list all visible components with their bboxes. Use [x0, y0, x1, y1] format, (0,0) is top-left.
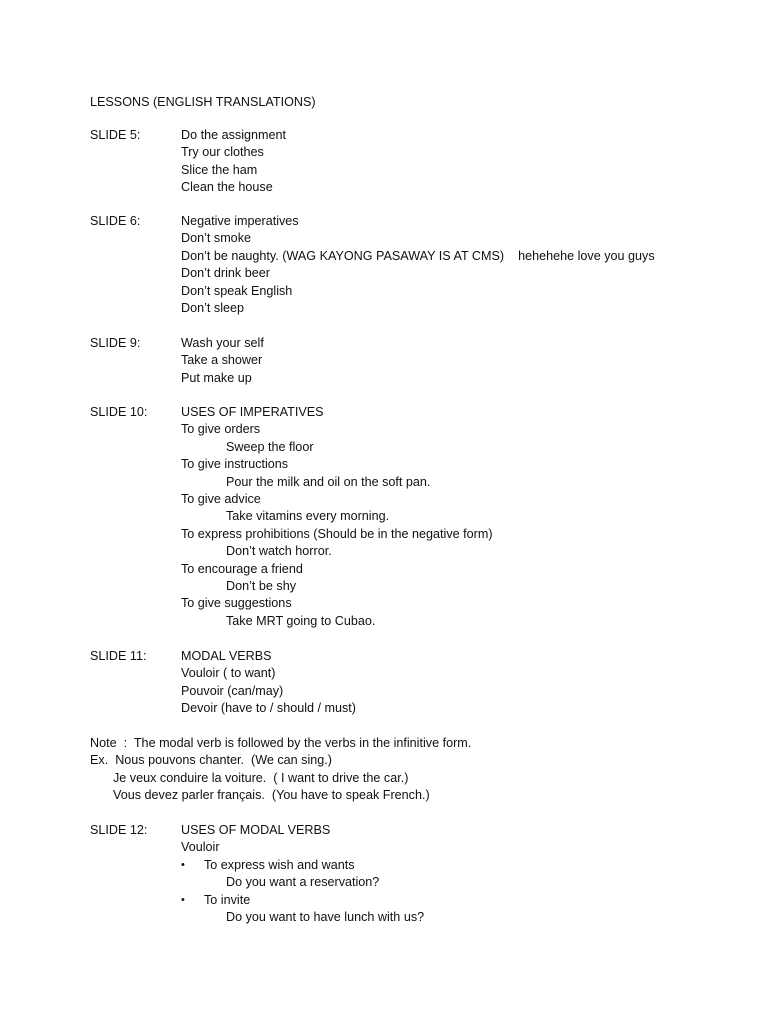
subheading: Vouloir [181, 840, 220, 855]
slide-label: SLIDE 11: [90, 649, 147, 663]
bullet-text: To express wish and wants [204, 857, 355, 872]
use-line: To give advice [181, 492, 261, 507]
slide-body [181, 213, 655, 317]
slide-line: Try our clothes [181, 145, 264, 160]
slide-line: MODAL VERBS [181, 649, 272, 663]
slide-body [181, 822, 424, 926]
slide-line: Devoir (have to / should / must) [181, 701, 356, 716]
slide-body [181, 335, 264, 387]
slide-body [181, 404, 493, 630]
slide-line: Don’t drink beer [181, 266, 270, 281]
use-line: To give instructions [181, 457, 289, 472]
section-heading: USES OF IMPERATIVES [181, 405, 324, 419]
example-line: Do you want to have lunch with us? [226, 910, 425, 925]
bullet-icon: • [181, 893, 185, 906]
section-heading: USES OF MODAL VERBS [181, 823, 331, 837]
slide-label: SLIDE 5: [90, 128, 141, 142]
use-line: To express prohibitions (Should be in the negative form) [181, 526, 493, 541]
use-line: To encourage a friend [181, 561, 303, 576]
note-line: Note : The modal verb is followed by the verbs in the infinitive form. [90, 736, 472, 750]
slide-label: SLIDE 9: [90, 336, 141, 350]
use-line: To give orders [181, 422, 261, 437]
slide-line: Slice the ham [181, 162, 258, 177]
example-line: Sweep the floor [226, 439, 314, 454]
slide-line: Wash your self [181, 336, 264, 350]
slide-line: Don’t smoke [181, 231, 251, 246]
document-title: LESSONS (ENGLISH TRANSLATIONS) [90, 95, 316, 109]
slide-label: SLIDE 10: [90, 405, 148, 419]
note-example-line: Vous devez parler français. (You have to speak French.) [113, 788, 430, 803]
example-line: Do you want a reservation? [226, 875, 380, 890]
bullet-item [181, 857, 424, 874]
slide-line: Clean the house [181, 180, 273, 195]
note-example-line: Je veux conduire la voiture. ( I want to drive the car.) [113, 770, 409, 785]
slide-body [181, 648, 356, 718]
use-line: To give suggestions [181, 596, 292, 611]
slide-line: Pouvoir (can/may) [181, 683, 284, 698]
slide-body [181, 127, 286, 197]
example-line: Take vitamins every morning. [226, 509, 390, 524]
slide-line: Vouloir ( to want) [181, 666, 276, 681]
bullet-item [181, 892, 424, 909]
slide-line: Take a shower [181, 353, 263, 368]
slide-line: Negative imperatives [181, 214, 299, 228]
slide-label: SLIDE 6: [90, 214, 141, 228]
example-line: Don’t watch horror. [226, 544, 332, 559]
slide-label: SLIDE 12: [90, 823, 148, 837]
bullet-icon: • [181, 858, 185, 871]
example-line: Take MRT going to Cubao. [226, 613, 376, 628]
example-line: Pour the milk and oil on the soft pan. [226, 474, 431, 489]
slide-line: Do the assignment [181, 128, 287, 142]
slide-line: Put make up [181, 370, 252, 385]
slide-line: Don’t be naughty. (WAG KAYONG PASAWAY IS AT CMS) hehehehe love you guys [181, 248, 655, 263]
note-block [90, 735, 471, 805]
example-line: Don’t be shy [226, 579, 297, 594]
slide-line: Don’t speak English [181, 283, 293, 298]
note-example-line: Ex. Nous pouvons chanter. (We can sing.) [90, 753, 332, 768]
bullet-text: To invite [204, 892, 251, 907]
slide-line: Don’t sleep [181, 301, 245, 316]
